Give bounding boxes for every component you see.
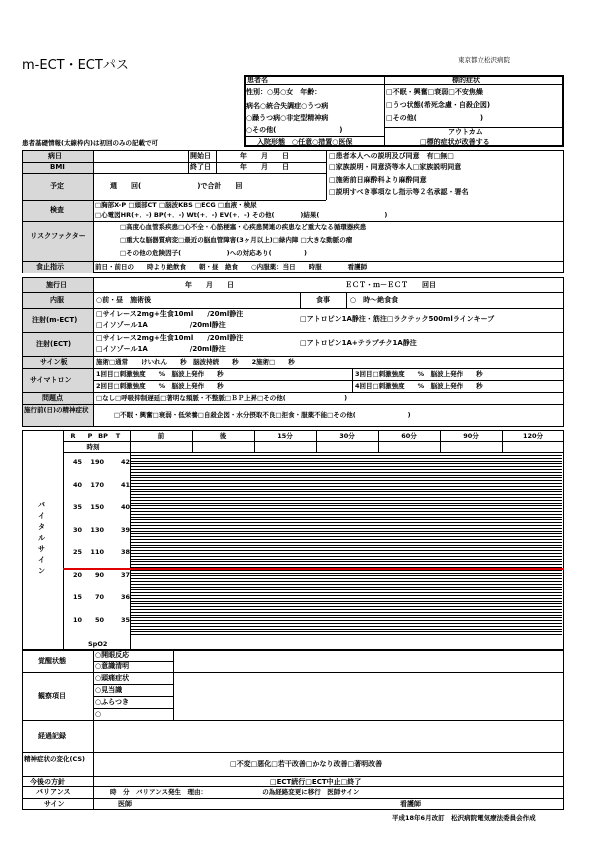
t-tick: 40	[120, 503, 130, 511]
time-header: 30分	[339, 432, 355, 440]
plan-label: 今後の方針	[30, 778, 65, 786]
grid-line	[130, 584, 562, 585]
issues-label: 問題点	[42, 394, 63, 402]
grid-line	[130, 472, 562, 473]
outcome-value[interactable]: □標的症状が改善する	[420, 138, 490, 146]
procedure-type[interactable]: ＥＣＴ・ｍ－ＥＣＴ 回目	[345, 281, 436, 289]
grid-line	[130, 486, 562, 487]
grid-line	[130, 617, 562, 618]
grid-line	[130, 629, 562, 630]
grid-line	[130, 623, 562, 624]
start-date-value[interactable]: 年 月 日	[240, 152, 289, 160]
progress-record-label: 経過記録	[38, 732, 66, 740]
diagnosis-2[interactable]: ○躁うつ病○非定型精神病	[246, 114, 329, 122]
issues-value[interactable]: □なし□呼吸抑制遅延□著明な頻脈・不整脈□ＢＰ上昇□その他( )	[96, 394, 348, 402]
observation-opt-2[interactable]: ○見当識	[95, 686, 123, 694]
grid-line	[130, 500, 562, 501]
target-symptom-1[interactable]: □不眠・興奮□衰弱□不安焦燥	[386, 88, 483, 96]
oral-value[interactable]: ○前・昼 施術後	[96, 296, 152, 304]
time-header: 前	[157, 432, 165, 440]
target-symptom-2[interactable]: □うつ状態(希死念慮・自殺企図)	[386, 101, 491, 109]
p-tick: 190	[90, 458, 104, 466]
admission-type[interactable]: 入院形態 ○任意○措置○医保	[257, 138, 353, 146]
meal-label: 食事	[316, 296, 330, 304]
time-label: 時刻	[86, 443, 100, 451]
grid-line	[130, 469, 562, 470]
grid-line	[130, 631, 562, 632]
time-divider	[502, 430, 503, 452]
t-tick: 36	[120, 593, 130, 601]
grid-line	[130, 533, 562, 534]
sign-nurse[interactable]: 看護師	[400, 800, 421, 808]
t-tick: 35	[120, 615, 130, 624]
p-tick: 90	[94, 570, 104, 579]
observation-opt-1[interactable]: ○頭痛症状	[95, 674, 130, 682]
thymatron-4[interactable]: 4回目□刺激強度 % 脳波上発作 秒	[355, 382, 483, 390]
end-date-label: 終了日	[190, 163, 211, 171]
grid-line	[130, 612, 562, 613]
thymatron-2[interactable]: 2回目□刺激強度 % 脳波上発作 秒	[96, 382, 224, 390]
grid-line	[130, 511, 562, 512]
grid-line	[130, 536, 562, 537]
injection-ect-label: 注射(ECT)	[36, 340, 72, 348]
observation-opt-3[interactable]: ○ふらつき	[95, 698, 130, 706]
r-tick: 10	[72, 615, 82, 624]
grid-line	[130, 519, 562, 520]
p-tick: 130	[90, 525, 104, 534]
diagnosis-1[interactable]: 病名○統合失調症○うつ病	[246, 102, 329, 110]
grid-line	[130, 463, 562, 464]
target-symptom-3[interactable]: □その他( )	[386, 114, 484, 122]
grid-line	[130, 514, 562, 515]
grid-line	[130, 581, 562, 582]
t-tick: 38	[120, 548, 130, 556]
grid-line	[130, 505, 562, 506]
symptom-change-label: 精神症状の変化(CS)	[24, 755, 86, 763]
time-header: 後	[219, 432, 227, 440]
grid-line	[130, 559, 562, 560]
grid-line	[130, 556, 562, 557]
grid-line	[130, 553, 562, 554]
bmi-label: BMI	[50, 163, 65, 171]
variance-value[interactable]: 時 分 バリアンス発生 理由： の為経路変更に移行 医師サイン	[110, 788, 360, 796]
grid-line	[130, 573, 562, 574]
page-title: m-ECT・ECTパス	[22, 58, 129, 73]
thymatron-label: サイマトロン	[30, 376, 72, 384]
end-date-value[interactable]: 年 月 日	[240, 163, 289, 171]
r-tick: 20	[72, 570, 82, 579]
observation-label: 観察項目	[38, 692, 66, 700]
grid-line	[130, 494, 562, 495]
procedure-day-label: 施行日	[46, 281, 67, 289]
grid-line	[130, 592, 562, 593]
injection-mect-a[interactable]: □サイレース2mg+生食10ml /20ml静注	[96, 310, 244, 318]
r-tick: 25	[72, 548, 82, 556]
grid-line	[130, 626, 562, 627]
injection-mect-label: 注射(m-ECT)	[32, 316, 78, 324]
col-bp-header: BP	[98, 432, 108, 440]
injection-ect-c[interactable]: □アトロピン1A+テラプチク1A静注	[300, 339, 417, 347]
grid-line	[130, 491, 562, 492]
plan-value[interactable]: □ECT続行□ECT中止□終了	[270, 778, 362, 786]
risk-row-3[interactable]: □その他の危険因子( )への対応あり( )	[120, 249, 308, 257]
exams-label: 検査	[50, 206, 64, 214]
grid-line	[130, 601, 562, 602]
schedule-value[interactable]: 週 回( )で合計 回	[110, 182, 243, 190]
grid-line	[130, 517, 562, 518]
patient-name-label: 患者名	[247, 76, 268, 84]
schedule-label: 予定	[50, 182, 64, 190]
grid-line	[130, 561, 562, 562]
exams-row-2[interactable]: □心電図HR(+．-) BP(+．-) Wt(+．-) EV(+．-) その他( )結果( )	[95, 211, 388, 219]
awakening-label: 覚醒状態	[38, 657, 66, 665]
schedule-note-2[interactable]: □説明すべき事項なし指示等２名承認・署名	[329, 188, 469, 196]
injection-ect-a[interactable]: □サイレース2mg+生食10ml /20ml静注	[96, 334, 244, 342]
time-divider	[378, 430, 379, 452]
t-tick: 42	[120, 458, 130, 466]
sign-label: サイン	[44, 800, 65, 808]
grid-line	[130, 477, 562, 478]
oral-label: 内服	[50, 296, 64, 304]
grid-line	[130, 603, 562, 604]
grid-line	[130, 547, 562, 548]
sign-board-row[interactable]: 施術□通常 けいれん 秒 脳波持続 秒 2施術□ 秒	[96, 358, 295, 366]
injection-mect-c[interactable]: □アトロピン1A静注・筋注□ラクテック500mlラインキープ	[300, 315, 495, 323]
procedure-date[interactable]: 年 月 日	[185, 281, 234, 289]
grid-line	[130, 598, 562, 599]
grid-line	[130, 587, 562, 588]
grid-line	[130, 475, 562, 476]
consent-2[interactable]: □家族説明・同意済等本人□家族説明同意	[329, 163, 462, 171]
grid-line	[130, 458, 562, 459]
footer-note: 平成18年6月改訂 松沢病院電気療法委員会作成	[392, 814, 536, 822]
time-divider	[192, 430, 193, 452]
grid-line	[130, 480, 562, 481]
r-tick: 40	[72, 480, 82, 489]
time-divider	[440, 430, 441, 452]
grid-line	[130, 545, 562, 546]
awakening-opt-2[interactable]: ○意識清明	[95, 662, 130, 670]
grid-line	[130, 483, 562, 484]
hospital-day-label: 病日	[48, 152, 62, 160]
time-divider	[316, 430, 317, 452]
p-tick: 70	[94, 593, 104, 601]
grid-line	[130, 539, 562, 540]
r-tick: 45	[72, 458, 82, 466]
fasting-label: 食止指示	[36, 263, 64, 271]
pre-eval-value[interactable]: □不眠・興奮□衰弱・低栄養□自殺企図・水分摂取不良□拒食・服薬不能□その他( )	[114, 411, 411, 419]
diagnosis-3[interactable]: ○その他( )	[246, 126, 343, 134]
grid-line	[130, 461, 562, 462]
meal-value[interactable]: ○ 時～絶食食	[350, 296, 399, 304]
grid-line	[130, 578, 562, 579]
exams-row-1[interactable]: □胸部X-P □頭部CT □脳波KBS □ECG □血液・検尿	[95, 201, 257, 209]
grid-line	[130, 531, 562, 532]
thymatron-3[interactable]: 3回目□刺激強度 % 脳波上発作 秒	[355, 370, 483, 378]
grid-line	[130, 455, 562, 456]
grid-line	[130, 542, 562, 543]
sex-age[interactable]: 性別：○男○女 年齢：	[246, 88, 322, 96]
grid-line	[130, 528, 562, 529]
grid-line	[130, 497, 562, 498]
time-divider	[254, 430, 255, 452]
t-tick: 41	[120, 480, 130, 489]
sign-doctor[interactable]: 医師	[118, 800, 132, 808]
time-header: 60分	[401, 432, 417, 440]
awakening-opt-1[interactable]: ○開眼反応	[95, 651, 130, 659]
start-date-label: 開始日	[190, 152, 211, 160]
variance-label: バリアンス	[36, 788, 71, 796]
risk-row-2[interactable]: □重大な脳器質病変□最近の脳血管障害(3ヶ月以上)□緑内障 □大きな動脈の瘤	[120, 236, 353, 244]
time-header: 120分	[522, 432, 544, 440]
col-p-header: P	[87, 432, 93, 440]
p-tick: 110	[90, 548, 104, 556]
injection-mect-b[interactable]: □イソゾール1A /20ml静注	[96, 321, 226, 329]
grid-line	[130, 620, 562, 621]
grid-line	[130, 503, 562, 504]
time-header: 15分	[277, 432, 293, 440]
grid-line	[130, 606, 562, 607]
p-tick: 170	[90, 480, 104, 489]
grid-line	[130, 634, 562, 635]
patient-info-note: 患者基礎情報(太線枠内)は初回のみの記載で可	[22, 139, 158, 147]
grid-line	[130, 466, 562, 467]
fasting-value[interactable]: 前日・前日の 時より絶飲食 朝・昼 絶食 ○内服薬：当日 時服 看護師	[95, 263, 368, 271]
t-tick: 37	[120, 570, 130, 579]
p-tick: 150	[90, 503, 104, 511]
grid-line	[130, 508, 562, 509]
risk-row-1[interactable]: □高度心血管系疾患□心不全・心筋梗塞・心疾患関連の疾患など重大なる循環器疾患	[120, 223, 367, 231]
hospital-name: 東京都立松沢病院	[458, 56, 510, 64]
grid-line	[130, 609, 562, 610]
grid-line	[130, 522, 562, 523]
grid-line	[130, 489, 562, 490]
target-symptom-label: 標的症状	[452, 76, 480, 84]
r-tick: 35	[72, 503, 82, 511]
time-header: 90分	[463, 432, 479, 440]
observation-opt-4[interactable]: ○	[95, 710, 102, 718]
grid-line	[130, 595, 562, 596]
sign-board-label: サイン板	[40, 358, 68, 366]
grid-line	[130, 589, 562, 590]
grid-line	[130, 575, 562, 576]
col-t-header: T	[115, 432, 121, 440]
r-tick: 15	[72, 593, 82, 601]
t-tick: 39	[120, 525, 130, 534]
symptom-change-value[interactable]: □不変□悪化□若干改善□かなり改善□著明改善	[230, 760, 383, 768]
grid-line	[130, 564, 562, 565]
outcome-label: アウトカム	[448, 128, 483, 136]
p-tick: 50	[94, 615, 104, 624]
r-tick: 30	[72, 525, 82, 534]
consent-1[interactable]: □患者本人への説明及び同意 有□無□	[329, 152, 454, 160]
schedule-note-1[interactable]: □施術前日麻酔科より麻酔同意	[329, 176, 427, 184]
pre-eval-label: 施行前(日)の精神症状	[24, 406, 89, 414]
risk-label: リスクファクター	[30, 232, 86, 240]
grid-line	[130, 550, 562, 551]
vital-signs-label: バイタルサイン	[38, 501, 45, 575]
grid-line	[130, 525, 562, 526]
col-r-header: R	[70, 432, 76, 440]
grid-line	[130, 615, 562, 616]
spo2-label: SpO2	[88, 640, 108, 648]
injection-ect-b[interactable]: □イソゾール1A /20ml静注	[96, 345, 226, 353]
thymatron-1[interactable]: 1回目□刺激強度 % 脳波上発作 秒	[96, 370, 224, 378]
reference-line-red	[63, 568, 564, 570]
